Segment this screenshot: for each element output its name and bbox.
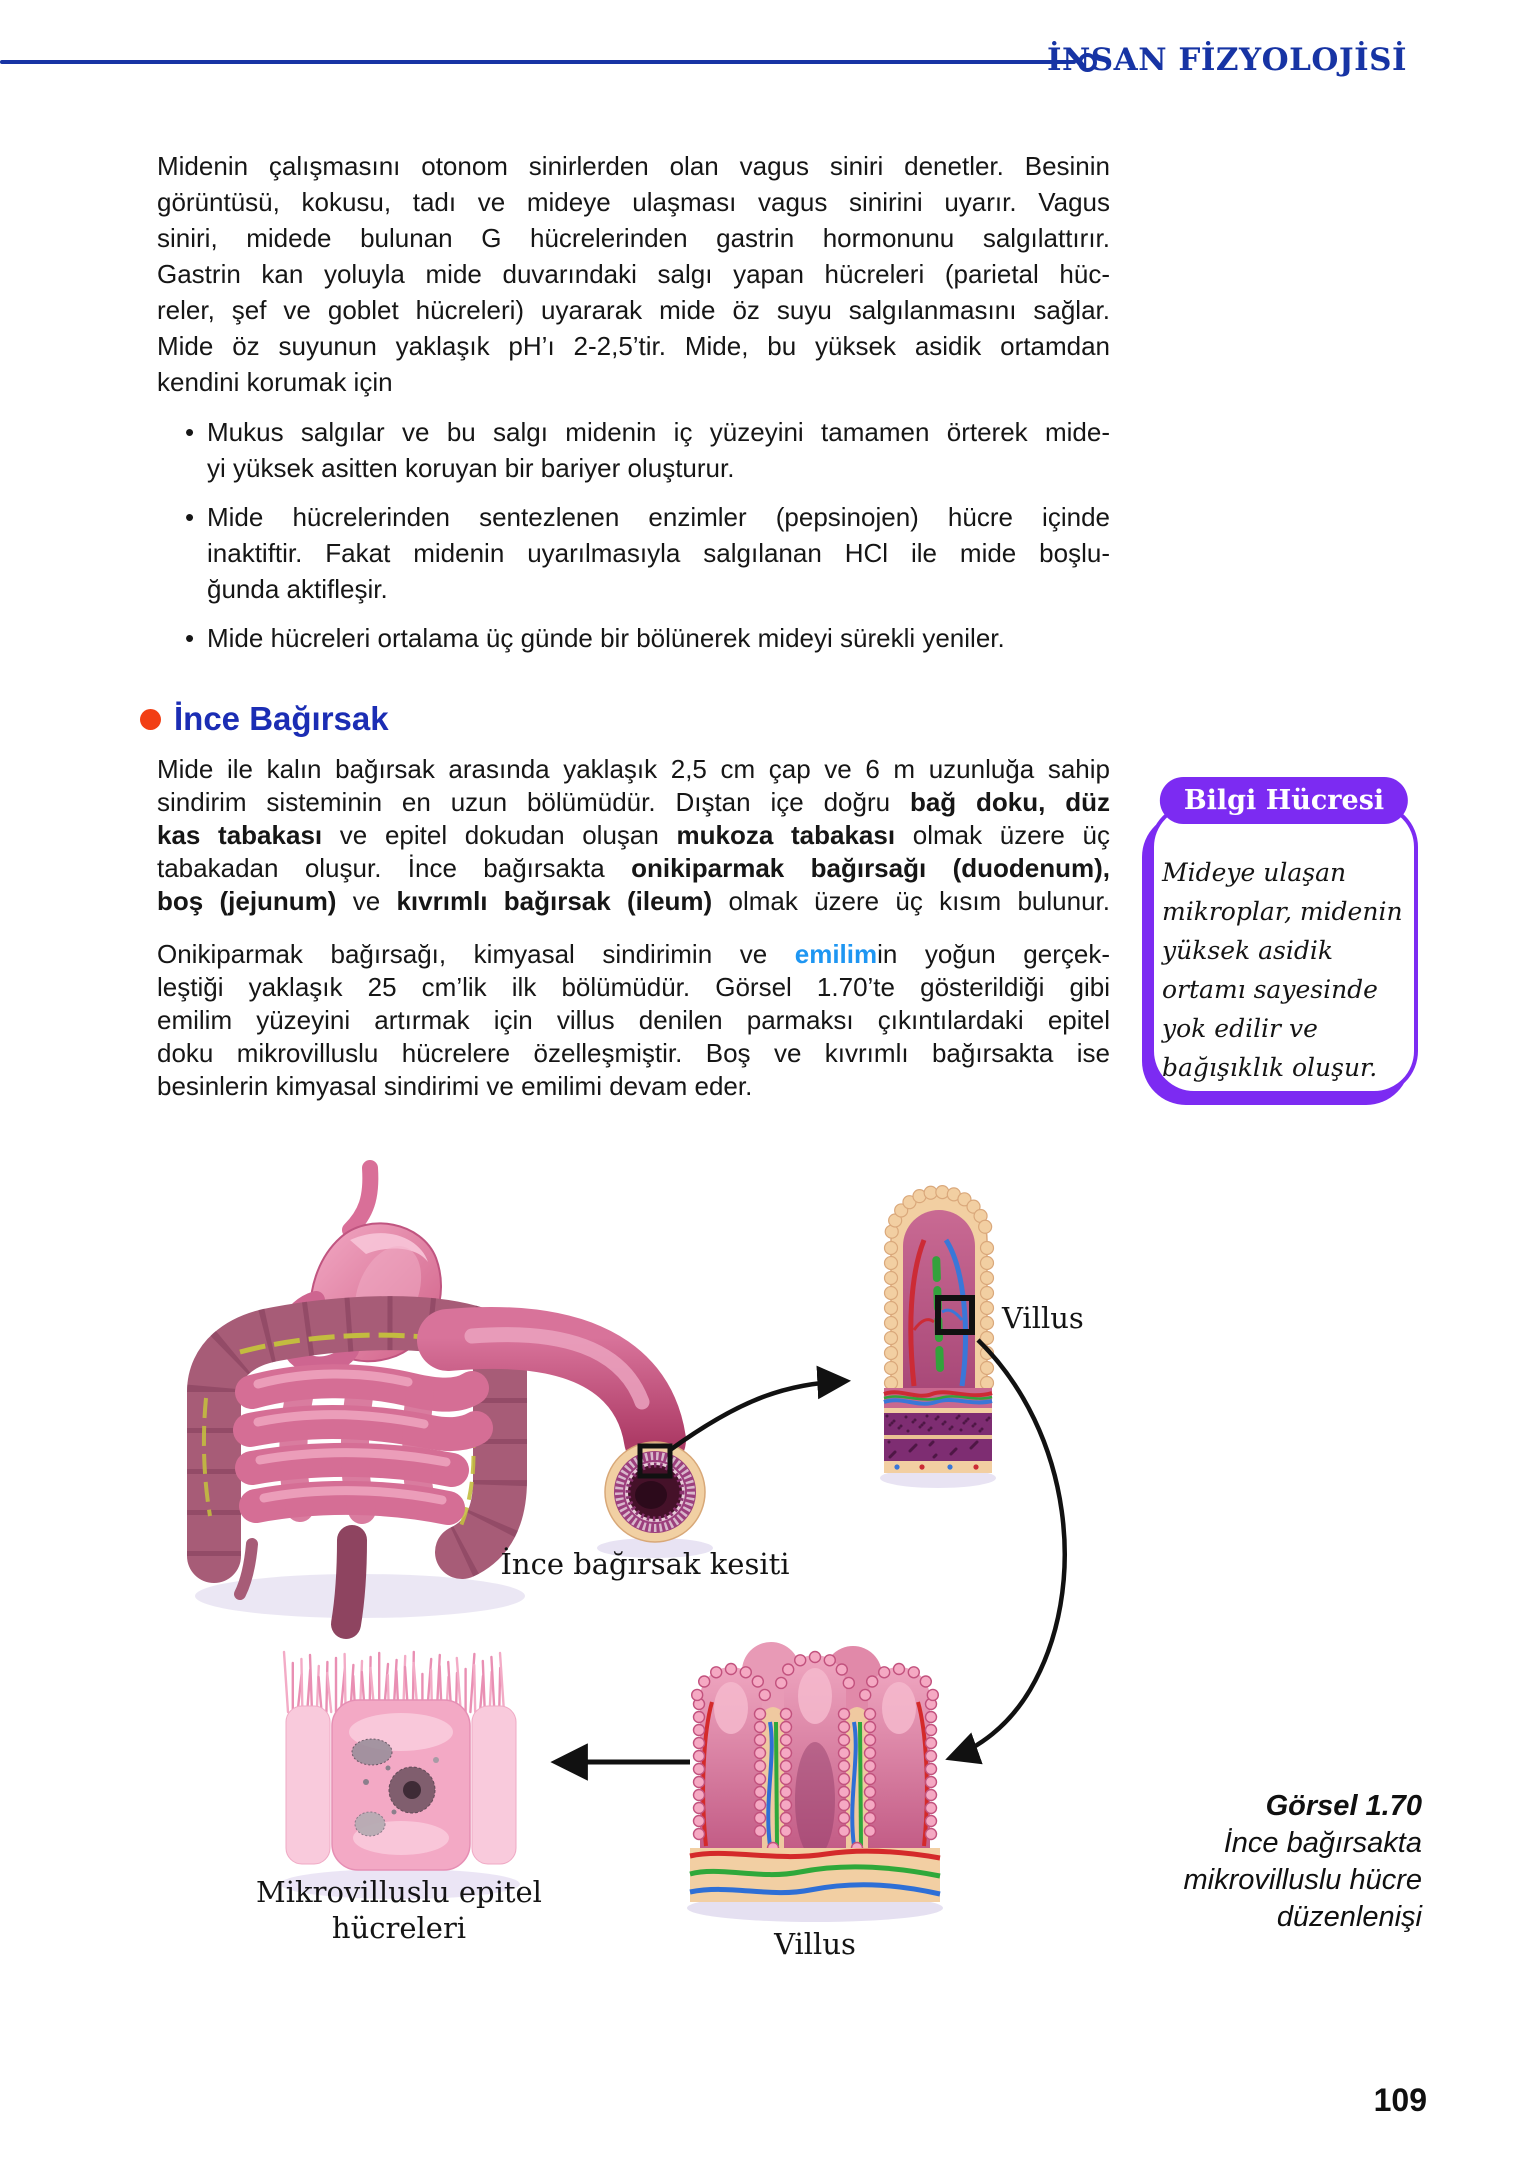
arrow-to-villus — [670, 1381, 846, 1450]
header-rule — [0, 60, 1076, 64]
bullet-text: Mide hücreleri ortalama üç günde bir bölünerek mideyi sürekli yeniler. — [207, 623, 1005, 653]
figure-caption — [1042, 1788, 1422, 1936]
list-item — [157, 499, 1110, 607]
digestive-system-illustration — [204, 1168, 500, 1624]
microvilli-label-line1: Mikrovilluslu epitel — [256, 1875, 542, 1909]
bullet-dot: • — [185, 417, 195, 447]
caption-line: düzenlenişi — [1276, 1901, 1422, 1933]
microvilli-label-line2: hücreleri — [331, 1911, 467, 1945]
bullet-text: Mukus salgılar ve bu salgı midenin iç yüzeyini tamamen örterek mide- yi yüksek asitten koruyan bir bariyer oluşturur. — [207, 417, 1110, 483]
cross-section-illustration — [605, 1442, 705, 1542]
section-bullet-icon — [140, 709, 161, 730]
bullet-text: Mide hücrelerinden sentezlenen enzimler (pepsinojen) hücre içinde inaktiftir. Fakat midenin uyarılmasıyla salgılanan HCl ile mide boşlu- ğunda aktifleşir. — [207, 502, 1110, 604]
intro-paragraph: Midenin çalışmasını otonom sinirlerden olan vagus siniri denetler. Besinin görüntüsü, kokusu, tadı ve mideye ulaşması vagus sinirini uyarır. Vagus siniri, midede bulunan G hücrelerinden gastrin hormonunu salgılattırır. Gastrin kan yoluyla mide duvarındaki salgı yapan hücreleri (parietal hüc- reler, şef ve goblet hücreleri) uyararak mide öz suyu salgılanmasını sağlar. Mide öz suyunun yaklaşık pH’ı 2-2,5’tir. Mide, bu yüksek asidik ortamdan kendini korumak için — [157, 151, 1110, 397]
paragraph-small-intestine: Mide ile kalın bağırsak arasında yaklaşık 2,5 cm çap ve 6 m uzunluğa sahip sindirim sisteminin en uzun bölümüdür. Dıştan içe doğru bağ doku, düz kas tabakası ve epitel dokudan oluşan mukoza tabakası olmak üzere üç tabakadan oluşur. İnce bağırsakta onikiparmak bağırsağı (duodenum), boş (jejunum) ve kıvrımlı bağırsak (ileum) olmak üzere üç kısım bulunur. — [157, 754, 1111, 916]
bullet-list — [157, 414, 1110, 669]
info-box — [1150, 785, 1418, 1095]
caption-title: Görsel 1.70 — [1265, 1790, 1422, 1822]
section-heading — [140, 700, 389, 738]
bullet-dot: • — [185, 623, 195, 653]
chapter-title: İNSAN FİZYOLOJİSİ — [1046, 42, 1407, 78]
list-item — [157, 620, 1110, 656]
microvilli-cells-illustration — [284, 1652, 516, 1870]
page-number: 109 — [1373, 2082, 1427, 2118]
caption-line: mikrovilluslu hücre — [1183, 1864, 1422, 1896]
section-title: İnce Bağırsak — [174, 700, 389, 737]
info-box-text: Mideye ulaşan mikroplar, midenin yüksek asidik ortamı sayesinde yok edilir ve bağışıklık oluşur. — [1162, 858, 1403, 1082]
list-item — [157, 414, 1110, 486]
bullet-dot: • — [185, 502, 195, 532]
villus-top-label: Villus — [1002, 1301, 1084, 1335]
villus-group-illustration — [690, 1642, 940, 1902]
paragraph-duodenum: Onikiparmak bağırsağı, kimyasal sindirimin ve emilimin yoğun gerçek- leştiği yaklaşık 25 cm’lik ilk bölümüdür. Görsel 1.70’te gösterildiği gibi emilim yüzeyini artırmak için villus denilen parmaksı çıkıntılardaki epitel doku mikrovilluslu hücrelere özelleşmiştir. Boş ve kıvrımlı bağırsakta ise besinlerin kimyasal sindirimi ve emilimi devam eder. — [157, 939, 1110, 1101]
info-box-title: Bilgi Hücresi — [1160, 777, 1408, 824]
cross-section-label: İnce bağırsak kesiti — [500, 1547, 790, 1581]
villus-bottom-label: Villus — [774, 1927, 856, 1961]
caption-line: İnce bağırsakta — [1223, 1827, 1422, 1859]
